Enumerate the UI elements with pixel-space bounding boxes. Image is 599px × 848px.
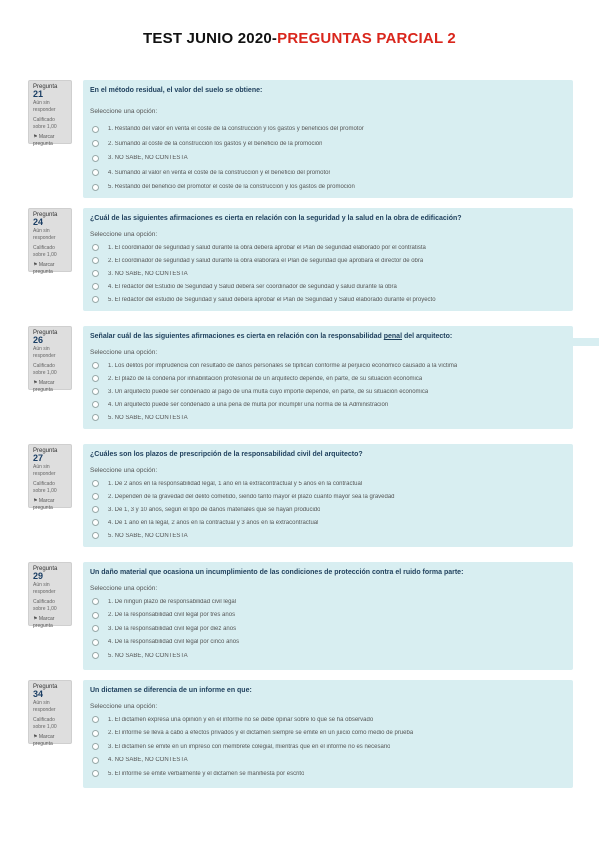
answer-option[interactable]: 5. El redactor del estudio de Seguridad y salud deberá aprobar el Plan de Seguridad y Salud elaborado durante el proyecto — [90, 293, 566, 306]
question-score: Calificado sobre 1,00 — [33, 599, 57, 612]
flag-question-link[interactable]: ⚑ Marcar pregunta — [33, 616, 55, 629]
radio-button[interactable] — [92, 598, 99, 605]
radio-button[interactable] — [92, 730, 99, 737]
question-status: Aún sin responder — [33, 228, 56, 241]
answer-option[interactable]: 3. NO SABE, NO CONTESTA — [90, 267, 566, 280]
question-card — [83, 680, 573, 788]
flag-icon: ⚑ — [33, 616, 39, 622]
answer-option[interactable]: 2. El plazo de la condena por inhabilitación profesional de un arquitecto depende, en parte, de su situación económica — [90, 372, 566, 385]
question-info-panel: Pregunta 26 Aún sin responder Calificado sobre 1,00 ⚑ Marcar pregunta — [28, 326, 72, 390]
answer-option[interactable]: 3. De 1, 3 y 10 años, según el tipo de daños materiales que se hayan producido — [90, 503, 566, 516]
question-card — [83, 562, 573, 670]
answer-option[interactable]: 1. Restando del valor en venta el coste de la construcción y los gastos y beneficios del promotor — [90, 122, 566, 137]
answer-option[interactable]: 1. El coordinador de seguridad y salud durante la obra deberá aprobar el Plan de seguridad elaborado por el contratista — [90, 241, 566, 254]
radio-button[interactable] — [92, 493, 99, 500]
select-option-label: Seleccione una opción: — [90, 585, 158, 592]
select-option-label: Seleccione una opción: — [90, 467, 158, 474]
question-number: 24 — [33, 217, 44, 227]
answer-option[interactable]: 5. NO SABE, NO CONTESTA — [90, 649, 566, 663]
question-prompt: ¿Cuáles son los plazos de prescripción de la responsabilidad civil del arquitecto? — [90, 451, 363, 458]
answer-option[interactable]: 1. De 2 años en la responsabilidad legal, 1 año en la extracontractual y 5 años en la contractual — [90, 477, 566, 490]
radio-button[interactable] — [92, 639, 99, 646]
radio-button[interactable] — [92, 270, 99, 277]
flag-icon: ⚑ — [33, 262, 39, 268]
answer-option[interactable]: 2. El informe se lleva a cabo a efectos privados y el dictamen siempre se emite en un juicio como medio de prueba — [90, 727, 566, 741]
radio-button[interactable] — [92, 375, 99, 382]
radio-button[interactable] — [92, 414, 99, 421]
side-scroll-marker — [573, 338, 599, 346]
question-card — [83, 80, 573, 198]
question-info-panel: Pregunta 27 Aún sin responder Calificado sobre 1,00 ⚑ Marcar pregunta — [28, 444, 72, 508]
question-score: Calificado sobre 1,00 — [33, 363, 57, 376]
question-info-panel: Pregunta 21 Aún sin responder Calificado sobre 1,00 ⚑ Marcar pregunta — [28, 80, 72, 144]
radio-button[interactable] — [92, 652, 99, 659]
select-option-label: Seleccione una opción: — [90, 108, 158, 115]
answer-option[interactable]: 5. El informe se emite verbalmente y el dictamen se manifiesta por escrito — [90, 767, 566, 781]
flag-question-link[interactable]: ⚑ Marcar pregunta — [33, 734, 55, 747]
question-score: Calificado sobre 1,00 — [33, 717, 57, 730]
flag-icon: ⚑ — [33, 380, 39, 386]
question-status: Aún sin responder — [33, 700, 56, 713]
select-option-label: Seleccione una opción: — [90, 231, 158, 238]
answer-option[interactable]: 5. NO SABE, NO CONTESTA — [90, 411, 566, 424]
answer-option[interactable]: 3. NO SABE, NO CONTESTA — [90, 151, 566, 166]
radio-button[interactable] — [92, 757, 99, 764]
radio-button[interactable] — [92, 140, 99, 147]
question-prompt: ¿Cuál de las siguientes afirmaciones es cierta en relación con la seguridad y la salud en la obra de edificación? — [90, 215, 462, 222]
flag-question-link[interactable]: ⚑ Marcar pregunta — [33, 380, 55, 393]
answer-option[interactable]: 4. De la responsabilidad civil legal por cinco años — [90, 636, 566, 650]
radio-button[interactable] — [92, 283, 99, 290]
question-info-panel: Pregunta 34 Aún sin responder Calificado sobre 1,00 ⚑ Marcar pregunta — [28, 680, 72, 744]
answer-option[interactable]: 5. Restando del beneficio del promotor el coste de la construcción y los gastos de promoción — [90, 180, 566, 195]
radio-button[interactable] — [92, 184, 99, 191]
question-status: Aún sin responder — [33, 346, 56, 359]
answer-option[interactable]: 2. Sumando al coste de la construcción los gastos y el beneficio de la promoción — [90, 137, 566, 152]
page-title: TEST JUNIO 2020-PREGUNTAS PARCIAL 2 — [143, 30, 456, 47]
answer-option[interactable]: 3. De la responsabilidad civil legal por diez años — [90, 622, 566, 636]
flag-icon: ⚑ — [33, 498, 39, 504]
radio-button[interactable] — [92, 532, 99, 539]
answer-option[interactable]: 4. NO SABE, NO CONTESTA — [90, 754, 566, 768]
answer-option[interactable]: 1. Los delitos por imprudencia con resultado de daños personales se tipifican conforme al perjuicio económico causado a la víctima — [90, 359, 566, 372]
question-number: 21 — [33, 89, 44, 99]
flag-question-link[interactable]: ⚑ Marcar pregunta — [33, 498, 55, 511]
answer-option[interactable]: 1. El dictamen expresa una opinión y en el informe no se debe opinar sobre lo que se ha observado — [90, 713, 566, 727]
answer-option[interactable]: 4. Un arquitecto puede ser condenado a una pena de multa por incumplir una norma de la Administración — [90, 398, 566, 411]
question-status: Aún sin responder — [33, 582, 56, 595]
question-prompt: Un dictamen se diferencia de un informe en que: — [90, 687, 252, 694]
question-number: 27 — [33, 453, 44, 463]
question-score: Calificado sobre 1,00 — [33, 481, 57, 494]
flag-icon: ⚑ — [33, 134, 39, 140]
radio-button[interactable] — [92, 401, 99, 408]
answer-option[interactable]: 2. El coordinador de seguridad y salud durante la obra elaborará el Plan de seguridad que aprobará el director de obra — [90, 254, 566, 267]
radio-button[interactable] — [92, 244, 99, 251]
question-prompt: Señalar cuál de las siguientes afirmaciones es cierta en relación con la responsabilidad penal del arquitecto: — [90, 333, 453, 340]
answer-option[interactable]: 2. De la responsabilidad civil legal por tres años — [90, 609, 566, 623]
radio-button[interactable] — [92, 480, 99, 487]
question-card — [83, 444, 573, 547]
answer-option[interactable]: 3. El dictamen se emite en un impreso con membrete colegial, mientras que en el informe no es necesario — [90, 740, 566, 754]
question-card — [83, 326, 573, 429]
question-prompt: Un daño material que ocasiona un incumplimiento de las condiciones de protección contra el ruido forma parte: — [90, 569, 464, 576]
radio-button[interactable] — [92, 155, 99, 162]
radio-button[interactable] — [92, 519, 99, 526]
answer-option[interactable]: 2. Dependen de la gravedad del delito cometido, siendo tanto mayor el plazo cuanto mayor sea la gravedad — [90, 490, 566, 503]
radio-button[interactable] — [92, 506, 99, 513]
flag-icon: ⚑ — [33, 734, 39, 740]
question-status: Aún sin responder — [33, 464, 56, 477]
radio-button[interactable] — [92, 770, 99, 777]
answer-option[interactable]: 3. Un arquitecto puede ser condenado al pago de una multa cuyo importe depende, en parte, de su situación económica — [90, 385, 566, 398]
radio-button[interactable] — [92, 362, 99, 369]
radio-button[interactable] — [92, 388, 99, 395]
select-option-label: Seleccione una opción: — [90, 703, 158, 710]
flag-question-link[interactable]: ⚑ Marcar pregunta — [33, 262, 55, 275]
answer-option[interactable]: 5. NO SABE, NO CONTESTA — [90, 529, 566, 542]
question-number: 29 — [33, 571, 44, 581]
question-number: 34 — [33, 689, 44, 699]
radio-button[interactable] — [92, 743, 99, 750]
question-card — [83, 208, 573, 311]
question-info-panel: Pregunta 29 Aún sin responder Calificado sobre 1,00 ⚑ Marcar pregunta — [28, 562, 72, 626]
radio-button[interactable] — [92, 612, 99, 619]
select-option-label: Seleccione una opción: — [90, 349, 158, 356]
answer-option[interactable]: 4. El redactor del Estudio de Seguridad y Salud deberá ser coordinador de seguridad y salud durante la obra — [90, 280, 566, 293]
question-status: Aún sin responder — [33, 100, 56, 113]
question-score: Calificado sobre 1,00 — [33, 117, 57, 130]
answer-option[interactable]: 4. De 1 año en la legal, 2 años en la contractual y 3 años en la extracontractual — [90, 516, 566, 529]
question-number: 26 — [33, 335, 44, 345]
radio-button[interactable] — [92, 126, 99, 133]
radio-button[interactable] — [92, 257, 99, 264]
answer-option[interactable]: 4. Sumando al valor en venta el coste de la construcción y el beneficio del promotor — [90, 166, 566, 181]
question-info-panel: Pregunta 24 Aún sin responder Calificado sobre 1,00 ⚑ Marcar pregunta — [28, 208, 72, 272]
answer-option[interactable]: 1. De ningún plazo de responsabilidad civil legal — [90, 595, 566, 609]
radio-button[interactable] — [92, 169, 99, 176]
flag-question-link[interactable]: ⚑ Marcar pregunta — [33, 134, 55, 147]
question-prompt: En el método residual, el valor del suelo se obtiene: — [90, 87, 263, 94]
radio-button[interactable] — [92, 716, 99, 723]
question-score: Calificado sobre 1,00 — [33, 245, 57, 258]
radio-button[interactable] — [92, 296, 99, 303]
radio-button[interactable] — [92, 625, 99, 632]
